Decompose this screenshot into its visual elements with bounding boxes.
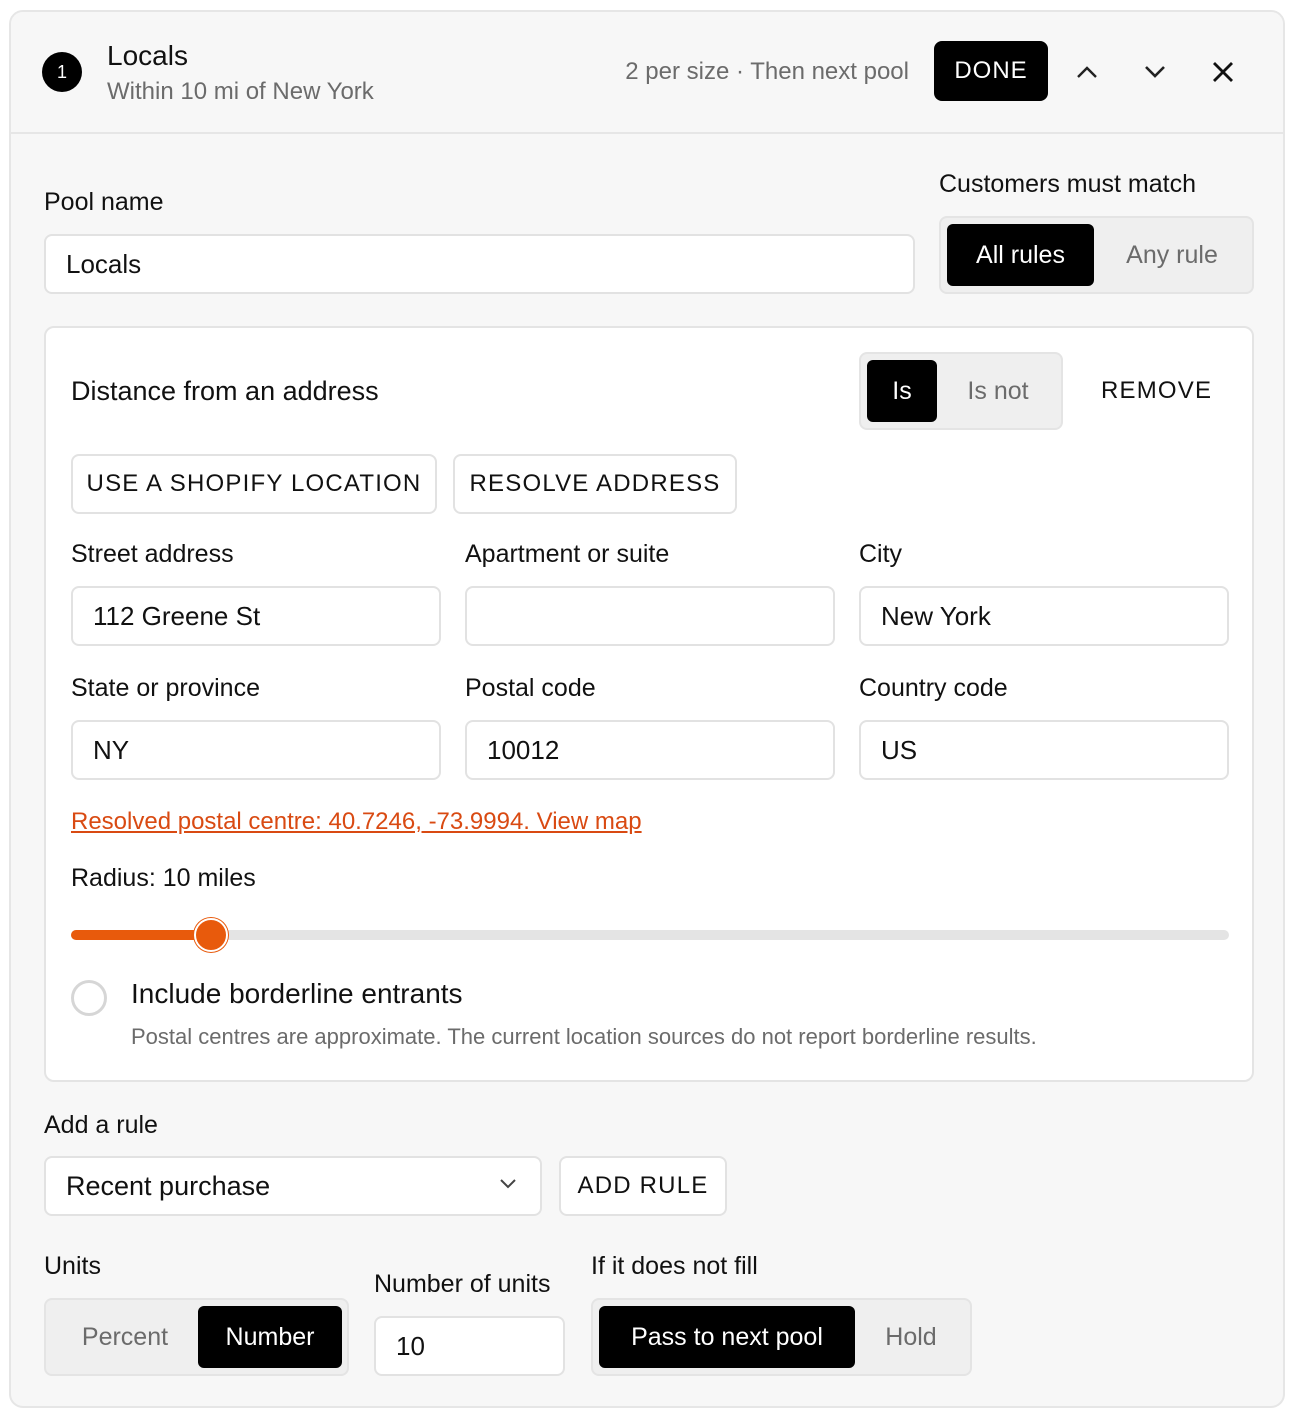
units-option-number[interactable]: Number [198, 1306, 342, 1368]
rule-condition-segmented-control[interactable] [859, 352, 1063, 430]
country-code-input[interactable] [859, 720, 1229, 780]
pool-title: Locals [107, 40, 188, 71]
postal-code-input[interactable] [465, 720, 835, 780]
state-value: NY [93, 734, 130, 765]
move-down-button[interactable] [1135, 52, 1175, 92]
step-number-badge: 1 [42, 52, 82, 92]
country-code-value: US [881, 734, 918, 765]
close-button[interactable] [1203, 52, 1243, 92]
select-chevron-icon [498, 1176, 518, 1190]
condition-option-is-not[interactable]: Is not [967, 376, 1029, 405]
street-address-input[interactable] [71, 586, 441, 646]
use-shopify-location-button[interactable]: USE A SHOPIFY LOCATION [71, 454, 437, 514]
state-label: State or province [71, 674, 260, 702]
pool-editor-panel [9, 10, 1285, 1408]
rule-title: Distance from an address [71, 376, 379, 406]
match-option-any-rule[interactable]: Any rule [1126, 240, 1218, 269]
street-address-value: 112 Greene St [93, 600, 261, 631]
country-code-label: Country code [859, 674, 1008, 702]
postal-code-value: 10012 [487, 734, 560, 765]
match-label: Customers must match [939, 170, 1197, 198]
borderline-checkbox[interactable] [71, 980, 107, 1016]
not-fill-option-pass[interactable]: Pass to next pool [599, 1306, 855, 1368]
radius-slider[interactable] [71, 930, 1229, 940]
not-fill-label: If it does not fill [591, 1252, 758, 1280]
not-fill-option-hold[interactable]: Hold [885, 1322, 937, 1351]
done-button[interactable]: DONE [934, 41, 1048, 101]
add-rule-label: Add a rule [44, 1111, 158, 1139]
condition-option-is[interactable]: Is [867, 360, 937, 422]
pool-name-value: Locals [66, 248, 142, 279]
radius-label: Radius: 10 miles [71, 864, 256, 892]
apartment-label: Apartment or suite [465, 540, 670, 568]
remove-rule-button[interactable]: REMOVE [1101, 377, 1213, 404]
pool-subtitle: Within 10 mi of New York [107, 78, 374, 105]
pool-summary: 2 per size · Then next pool [625, 58, 909, 85]
not-fill-segmented-control[interactable] [591, 1298, 972, 1376]
resolve-address-button[interactable]: RESOLVE ADDRESS [453, 454, 737, 514]
borderline-help-text: Postal centres are approximate. The current location sources do not report borderline results. [131, 1024, 1037, 1049]
state-input[interactable] [71, 720, 441, 780]
rule-type-select[interactable] [44, 1156, 542, 1216]
pool-name-label: Pool name [44, 188, 164, 216]
chevron-down-icon [1144, 65, 1166, 79]
city-input[interactable] [859, 586, 1229, 646]
pool-header[interactable] [11, 12, 1283, 134]
city-label: City [859, 540, 903, 568]
match-option-all-rules[interactable]: All rules [947, 224, 1094, 286]
resolved-postal-centre-link[interactable]: Resolved postal centre: 40.7246, -73.9994. View map [71, 808, 642, 835]
chevron-up-icon [1076, 65, 1098, 79]
apartment-input[interactable] [465, 586, 835, 646]
units-option-percent[interactable]: Percent [81, 1322, 169, 1351]
close-icon [1212, 61, 1234, 83]
borderline-label: Include borderline entrants [131, 978, 463, 1009]
pool-name-input[interactable] [44, 234, 915, 294]
distance-rule-card [44, 326, 1254, 1082]
rule-type-selected: Recent purchase [66, 1171, 271, 1201]
number-of-units-value: 10 [396, 1330, 425, 1361]
add-rule-button[interactable]: ADD RULE [559, 1156, 727, 1216]
street-address-label: Street address [71, 540, 234, 568]
radius-slider-thumb[interactable] [194, 918, 228, 952]
city-value: New York [881, 600, 991, 631]
postal-code-label: Postal code [465, 674, 596, 702]
units-segmented-control[interactable] [44, 1298, 349, 1376]
number-of-units-label: Number of units [374, 1270, 551, 1298]
match-segmented-control[interactable] [939, 216, 1254, 294]
move-up-button[interactable] [1067, 52, 1107, 92]
number-of-units-input[interactable] [374, 1316, 565, 1376]
units-label: Units [44, 1252, 101, 1280]
